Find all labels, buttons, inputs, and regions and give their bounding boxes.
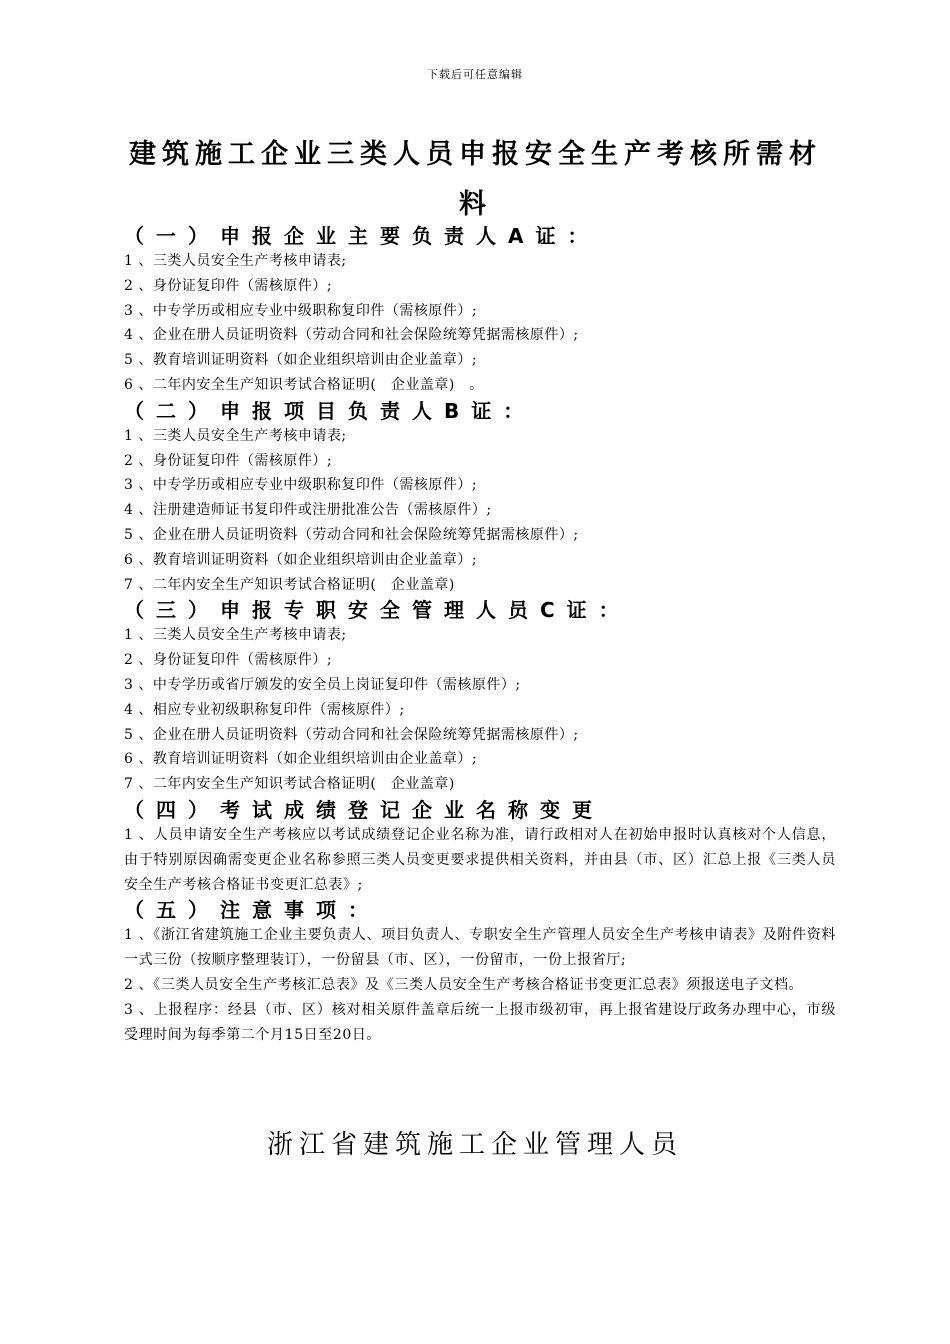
document-body: [124, 223, 836, 1047]
section-5: [124, 897, 836, 1047]
section-2: [124, 398, 836, 598]
section-3: [124, 597, 836, 797]
document-title: 建筑施工企业三类人员申报安全生产考核所需材料: [129, 139, 822, 220]
list-item: 1 、三类人员安全生产考核申请表;: [124, 627, 347, 644]
section-heading: （五）注意事项：: [124, 898, 380, 923]
section-heading: （四）考试成绩登记企业名称变更: [124, 797, 604, 822]
section-heading: （三）申报专职安全管理人员C证：: [124, 598, 631, 623]
list-item: 5 、企业在册人员证明资料（劳动合同和社会保险统筹凭据需核原件）;: [124, 726, 579, 743]
section-1: [124, 223, 836, 398]
list-item: 4 、注册建造师证书复印件或注册批准公告（需核原件）;: [124, 502, 492, 519]
paragraph: 3 、上报程序：经县（市、区）核对相关原件盖章后统一上报市级初审，再上报省建设厅政务办理中心，市级受理时间为每季第二个月15日至20日。: [124, 1001, 836, 1043]
footer-title: 浙江省建筑施工企业管理人员: [266, 1130, 683, 1160]
list-item: 7 、二年内安全生产知识考试合格证明( 企业盖章): [124, 576, 455, 593]
list-item: 1 、三类人员安全生产考核申请表;: [124, 427, 347, 444]
paragraph: 1 、《浙江省建筑施工企业主要负责人、项目负责人、专职安全生产管理人员安全生产考核申请表》及附件资料一式三份（按顺序整理装订），一份留县（市、区），一份留市，一份上报省厅;: [124, 927, 836, 969]
section-4: [124, 797, 836, 897]
header-note: 下载后可任意编辑: [427, 68, 523, 81]
list-item: 6 、教育培训证明资料（如企业组织培训由企业盖章）;: [124, 751, 478, 768]
list-item: 5 、教育培训证明资料（如企业组织培训由企业盖章）;: [124, 352, 478, 369]
list-item: 2 、身份证复印件（需核原件）;: [124, 652, 333, 669]
list-item: 5 、企业在册人员证明资料（劳动合同和社会保险统筹凭据需核原件）;: [124, 526, 579, 543]
list-item: 7 、二年内安全生产知识考试合格证明( 企业盖章): [124, 776, 455, 793]
paragraph: 1 、人员申请安全生产考核应以考试成绩登记企业名称为准，请行政相对人在初始申报时认真核对个人信息，由于特别原因确需变更企业名称参照三类人员变更要求提供相关资料，并由县（市、区）汇总上报《三类人员安全生产考核合格证书变更汇总表》;: [124, 826, 836, 893]
list-item: 6 、教育培训证明资料（如企业组织培训由企业盖章）;: [124, 551, 478, 568]
section-heading: （一）申报企业主要负责人A证：: [124, 224, 600, 248]
list-item: 1 、三类人员安全生产考核申请表;: [124, 253, 347, 269]
paragraph: 2 、《三类人员安全生产考核汇总表》及《三类人员安全生产考核合格证书变更汇总表》须报送电子文档。: [124, 976, 804, 993]
list-item: 3 、中专学历或省厅颁发的安全员上岗证复印件（需核原件）;: [124, 676, 521, 693]
list-item: 4 、相应专业初级职称复印件（需核原件）;: [124, 701, 405, 718]
list-item: 3 、中专学历或相应专业中级职称复印件（需核原件）;: [124, 477, 478, 494]
list-item: 3 、中专学历或相应专业中级职称复印件（需核原件）;: [124, 302, 478, 319]
list-item: 2 、身份证复印件（需核原件）;: [124, 277, 333, 294]
list-item: 4 、企业在册人员证明资料（劳动合同和社会保险统筹凭据需核原件）;: [124, 327, 579, 344]
section-heading: （二）申报项目负责人B证：: [124, 398, 536, 423]
list-item: 6 、二年内安全生产知识考试合格证明( 企业盖章) 。: [124, 376, 484, 393]
list-item: 2 、身份证复印件（需核原件）;: [124, 452, 333, 469]
